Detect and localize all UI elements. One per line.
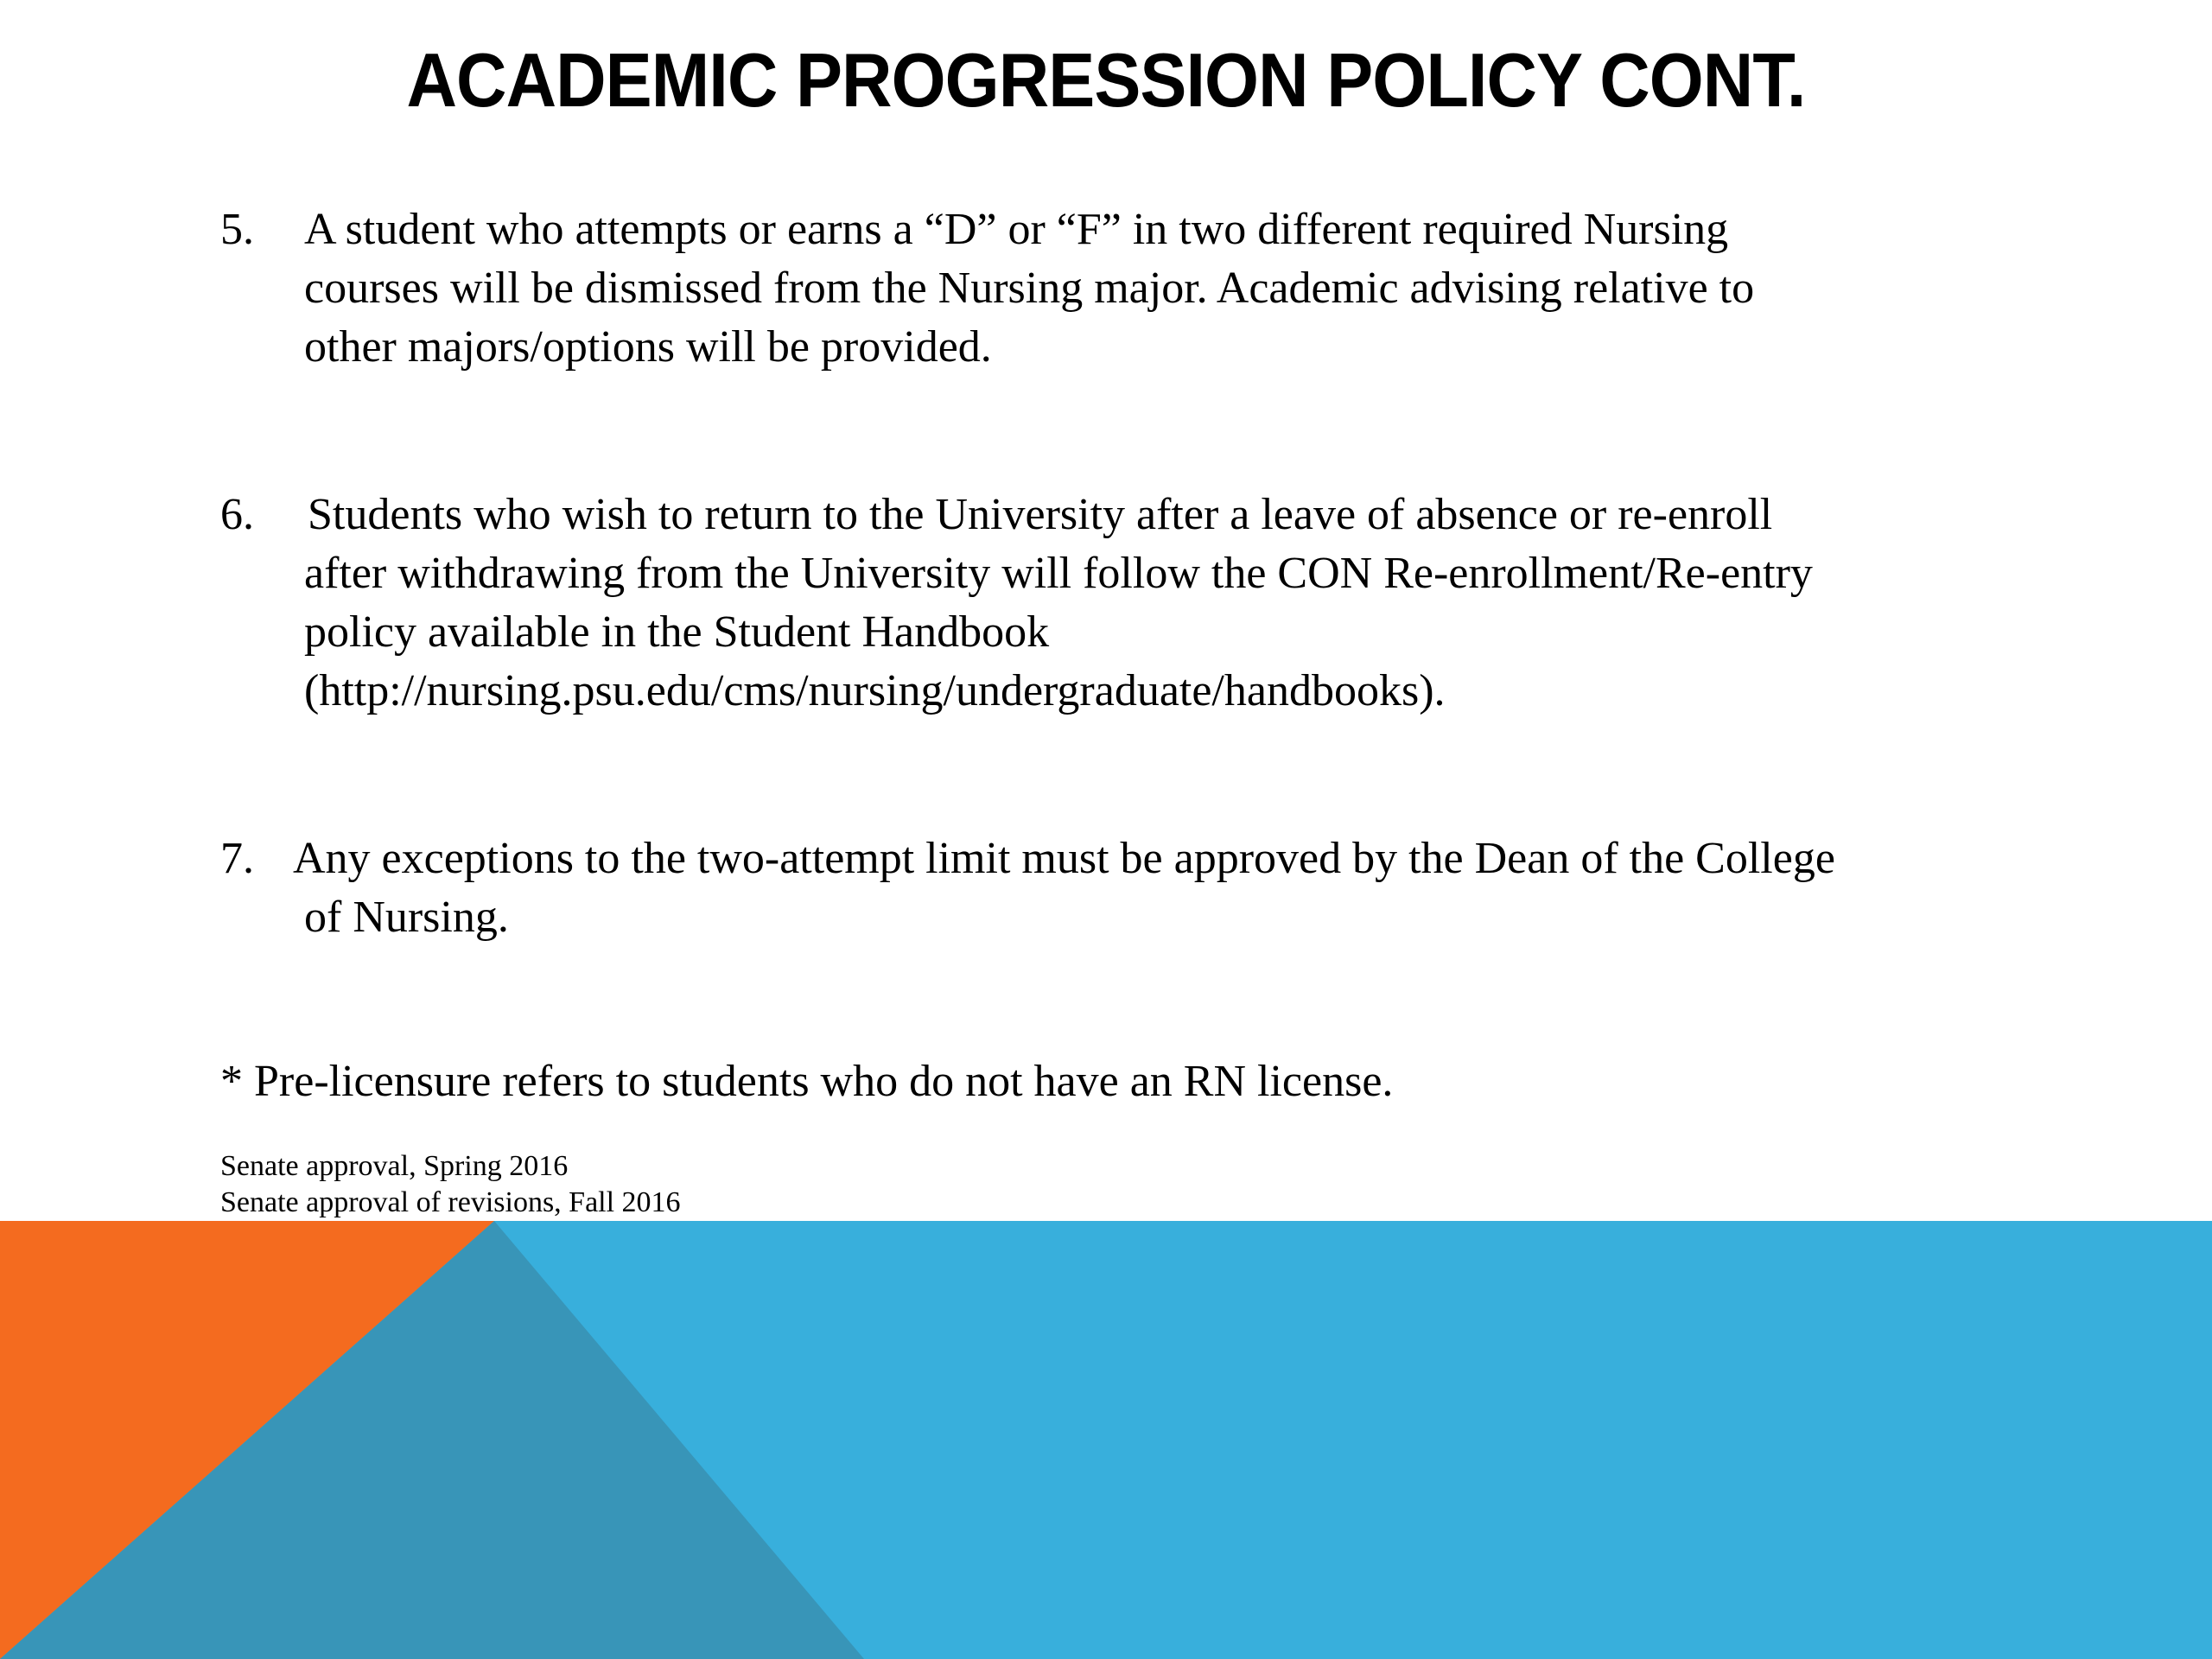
decorative-band	[0, 1221, 2212, 1659]
item-number: 5.	[220, 205, 254, 254]
item-line: A student who attempts or earns a “D” or “F” in two different required Nursing	[304, 205, 1729, 254]
item-number: 6.	[220, 490, 254, 539]
item-line: (http://nursing.psu.edu/cms/nursing/undergraduate/handbooks).	[304, 666, 1446, 715]
item-number: 7.	[220, 834, 254, 883]
approval-line-2: Senate approval of revisions, Fall 2016	[220, 1186, 681, 1218]
item-text	[304, 486, 2032, 721]
item-line: courses will be dismissed from the Nursing major. Academic advising relative to	[304, 264, 1755, 313]
item-line: Students who wish to return to the University after a leave of absence or re-enroll	[308, 490, 1773, 539]
item-line: other majors/options will be provided.	[304, 322, 992, 372]
item-line: after withdrawing from the University will follow the CON Re-enrollment/Re-entry	[304, 549, 1813, 598]
slide-title: ACADEMIC PROGRESSION POLICY CONT.	[406, 37, 1806, 123]
footnote: * Pre-licensure refers to students who do not have an RN license.	[220, 1057, 1394, 1106]
item-text	[293, 830, 2032, 947]
item-line: of Nursing.	[304, 893, 509, 942]
approval-line-1: Senate approval, Spring 2016	[220, 1150, 569, 1182]
item-line: policy available in the Student Handbook	[304, 607, 1050, 657]
item-line: Any exceptions to the two-attempt limit must be approved by the Dean of the College	[293, 834, 1835, 883]
item-text	[304, 200, 2032, 377]
